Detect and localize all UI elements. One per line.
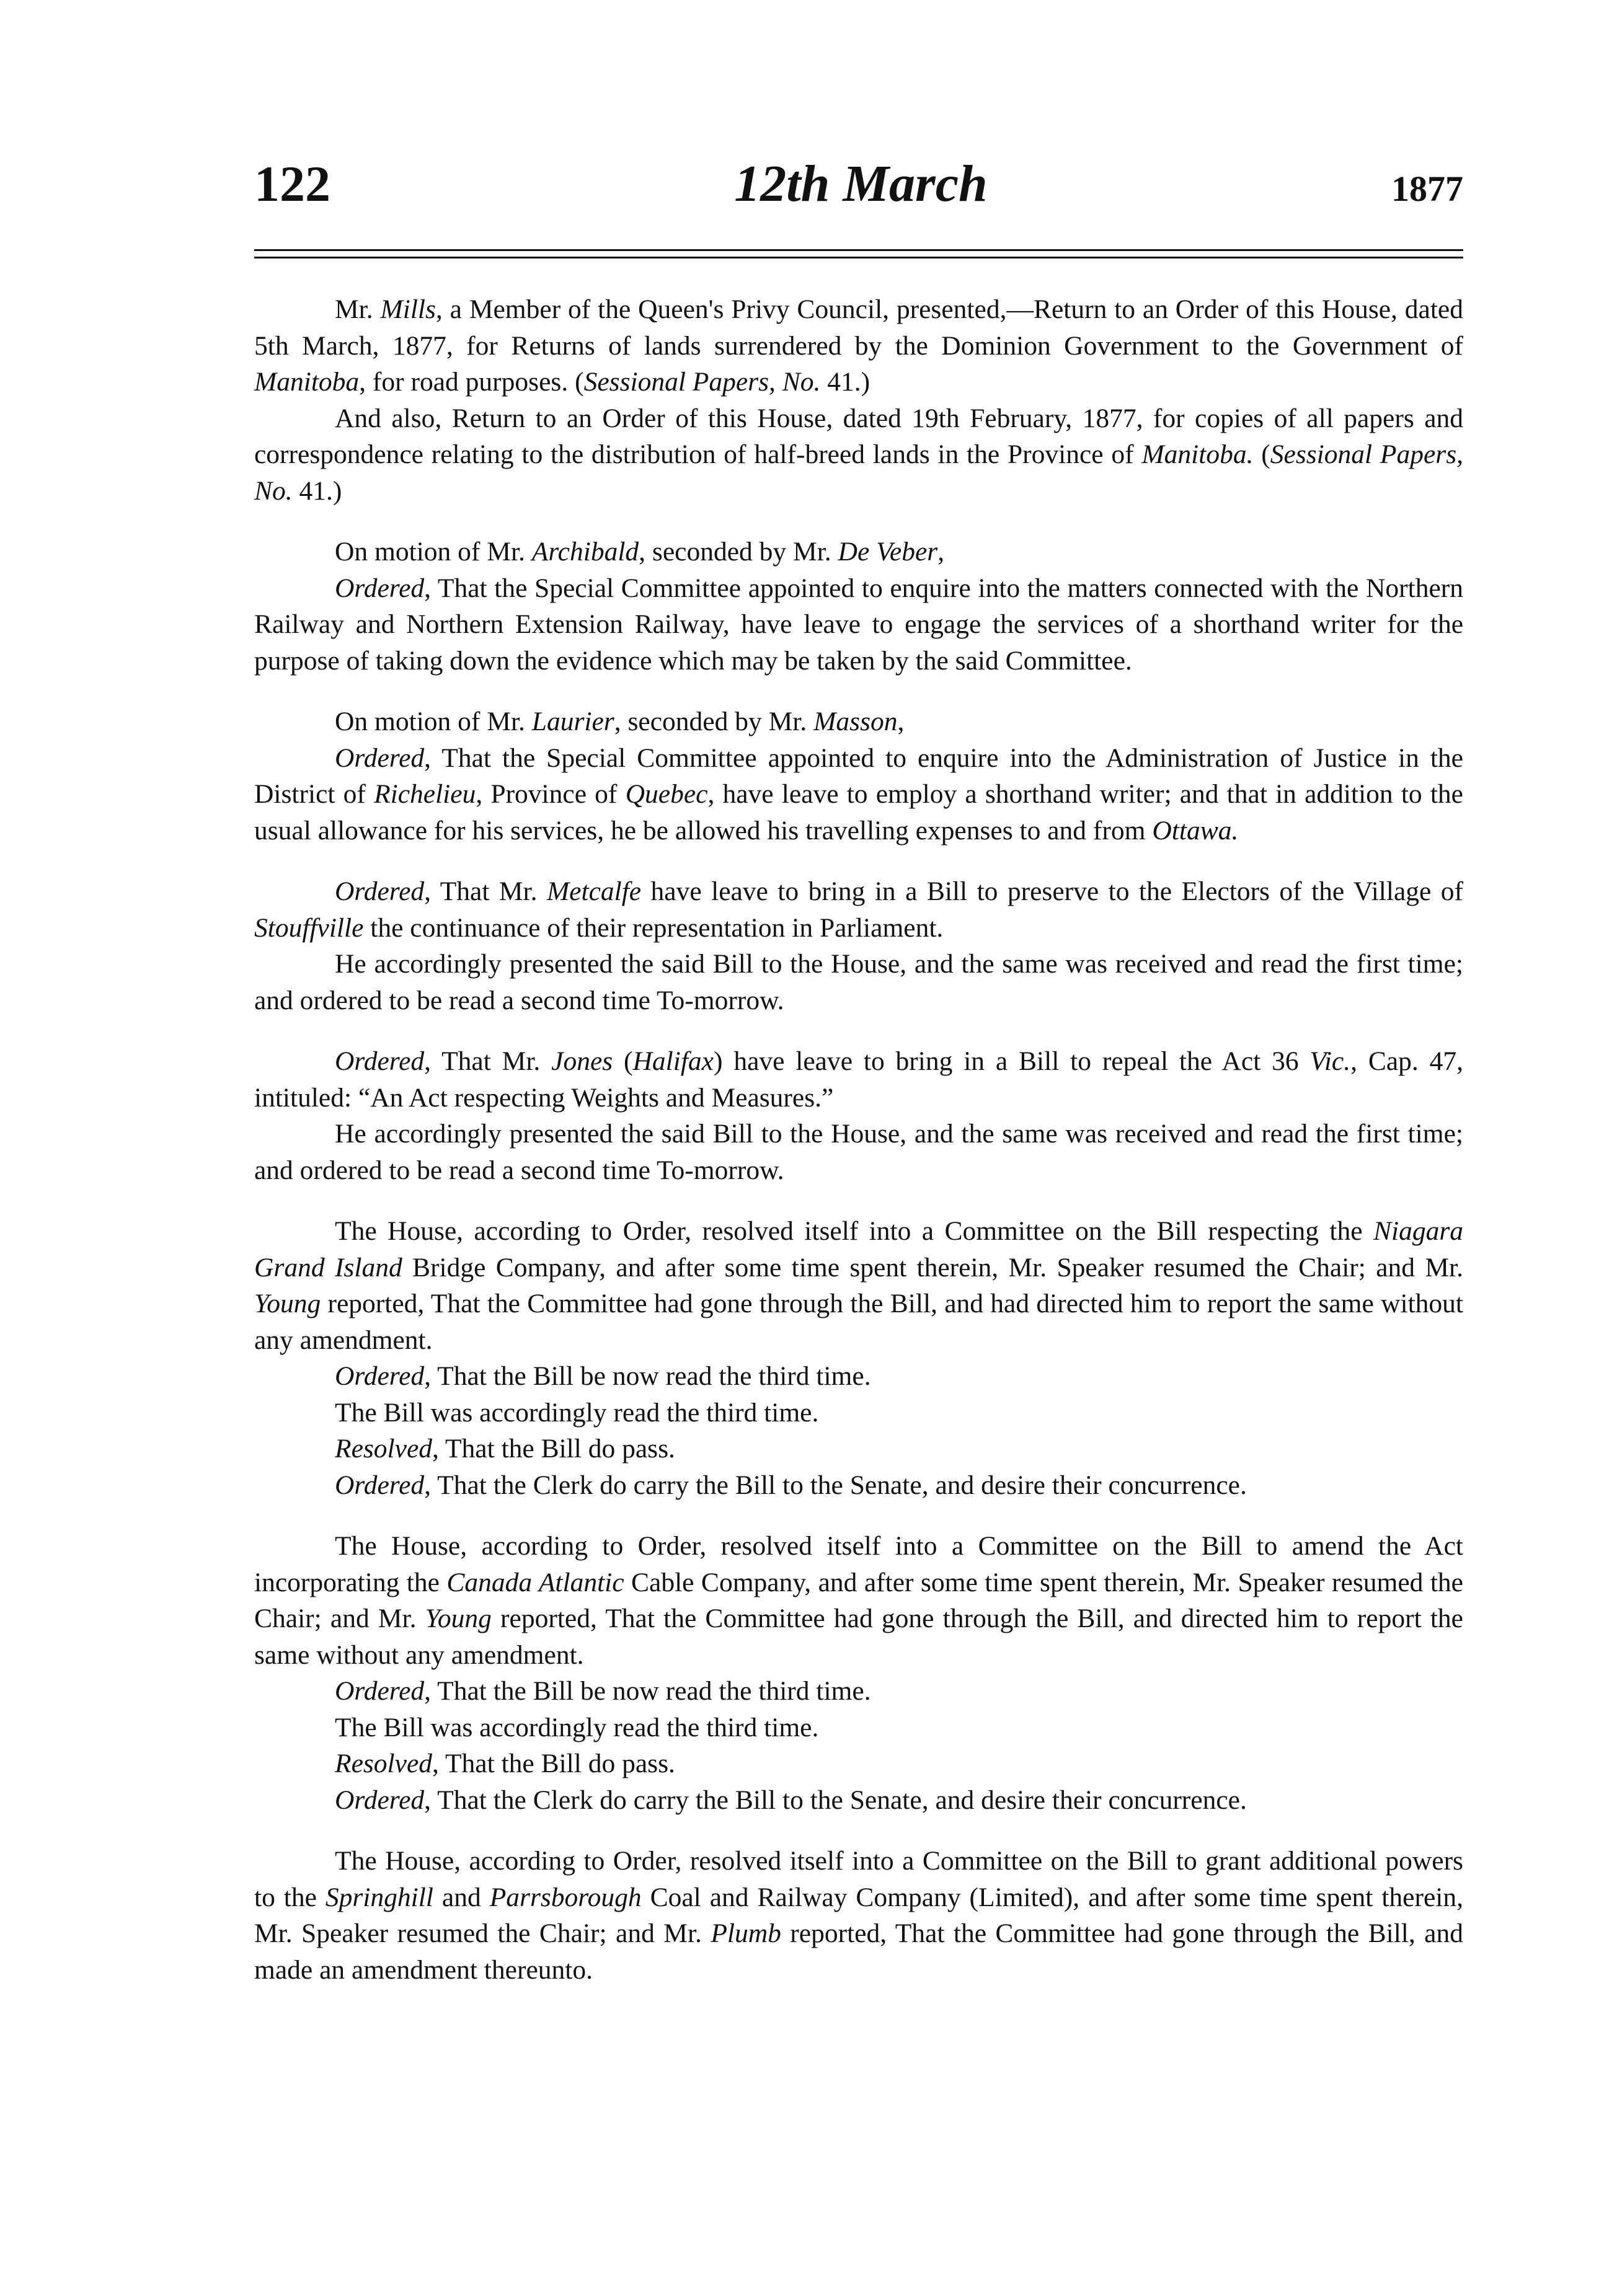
text-run: And also, Return to an Order of this House, dated 19th February, 1877, for copies of all papers and correspondence relating to the distribution of half-breed lands in the Province of [254,403,1463,469]
page-header [254,154,1463,222]
italic-text: Young [254,1289,321,1318]
text-run: , That Mr. [424,876,547,906]
text-run: the continuance of their representation in Parliament. [363,912,944,943]
italic-text: Plumb [711,1918,781,1948]
block-shorthand-northern-railway [254,534,1463,679]
text-run: The House, according to Order, resolved itself into a Committee on the Bill to grant additional powers to the [254,1846,1463,1912]
italic-text: Ordered [335,743,425,773]
text-run: and [433,1882,490,1912]
text-run: ( [613,1046,633,1076]
page-body [254,291,1463,2013]
text-run: The House, according to Order, resolved itself into a Committee on the Bill to amend the Act incorporating the [254,1531,1463,1597]
paragraph [254,1528,1463,1673]
text-run: , That the Bill be now read the third time. [424,1676,871,1706]
block-canada-atlantic-bill [254,1528,1463,1818]
paragraph [254,291,1463,400]
text-run: , That the Clerk do carry the Bill to the Senate, and desire their concurrence. [424,1470,1247,1500]
paragraph [254,1673,1463,1710]
italic-text: Ordered [335,573,425,603]
italic-text: Niagara Grand Island [254,1216,1463,1283]
text-run: have leave to bring in a Bill to preserve to the Electors of the Village of [641,876,1463,906]
text-run: 41.) [820,367,871,397]
text-run: , That the Special Committee appointed to enquire into the matters connected with the Northern Railway and Northern Extension Railway, have leave to engage the services of a shorthand writer for the purpose of taking down the evidence which may be taken by the said Committee. [254,573,1463,676]
text-run: , That the Clerk do carry the Bill to the Senate, and desire their concurrence. [424,1785,1247,1815]
italic-text: Sessional Papers, No. [254,439,1463,506]
text-run: The House, according to Order, resolved itself into a Committee on the Bill respecting the [335,1216,1373,1246]
text-run: He accordingly presented the said Bill to the House, and the same was received and read the first time; and ordered to be read a second time To-morrow. [254,949,1463,1015]
text-run: 41.) [292,475,342,506]
text-run: , have leave to employ a shorthand writer; and that in addition to the usual allowance for his services, he be allowed his travelling expenses to and from [254,779,1463,846]
paragraph [254,1043,1463,1116]
text-run: On motion of Mr. [335,707,532,736]
text-run: , Cap. 47, intituled: “An Act respecting Weights and Measures.” [254,1046,1463,1113]
header-rule-top [254,249,1463,251]
text-run: reported, That the Committee had gone through the Bill, and made an amendment thereunto. [254,1918,1463,1985]
italic-text: Halifax [632,1046,714,1076]
text-run: , That the Bill do pass. [432,1749,675,1778]
page-number: 122 [254,156,330,212]
header-rule-bottom [254,257,1463,258]
text-run: , [897,707,905,736]
italic-text: Masson [813,707,898,736]
text-run: , That the Bill be now read the third time. [424,1361,871,1391]
italic-text: Stouffville [254,912,364,943]
italic-text: Vic. [1309,1046,1351,1076]
italic-text: Archibald [531,537,639,567]
text-run: , That Mr. [424,1046,552,1076]
italic-text: Ordered [335,876,425,906]
italic-text: Ottawa. [1152,815,1239,846]
text-run: , seconded by Mr. [639,537,838,567]
block-sessional-papers [254,291,1463,509]
paragraph [254,1782,1463,1819]
paragraph [254,946,1463,1018]
paragraph [254,400,1463,510]
text-run: Bridge Company, and after some time spent therein, Mr. Speaker resumed the Chair; and Mr. [402,1252,1464,1283]
paragraph [254,740,1463,849]
page-year: 1877 [1391,169,1463,209]
italic-text: Canada Atlantic [446,1567,624,1597]
text-run: On motion of Mr. [335,537,532,567]
text-run: reported, That the Committee had gone through the Bill, and directed him to report the same without any amendment. [254,1604,1463,1670]
block-springhill-bill [254,1843,1463,1988]
italic-text: Parrsborough [489,1882,642,1912]
italic-text: Ordered [335,1676,425,1706]
italic-text: Mills [380,294,436,324]
italic-text: Resolved [335,1434,433,1464]
paragraph [254,1213,1463,1358]
text-run: , [937,537,945,567]
italic-text: Ordered [335,1785,425,1815]
italic-text: Ordered [335,1361,425,1391]
italic-text: Laurier [531,707,614,736]
paragraph [254,534,1463,570]
paragraph [254,1710,1463,1746]
italic-text: Springhill [325,1882,433,1912]
text-run: reported, That the Committee had gone through the Bill, and had directed him to report the same without any amendment. [254,1289,1463,1355]
text-run: , Province of [476,779,626,809]
text-run: The Bill was accordingly read the third time. [335,1712,819,1742]
italic-text: Resolved [335,1749,433,1778]
italic-text: Manitoba. [1141,439,1254,469]
text-run: , seconded by Mr. [614,707,814,736]
text-run: ) have leave to bring in a Bill to repeal the Act 36 [714,1046,1310,1076]
text-run: He accordingly presented the said Bill to the House, and the same was received and read the first time; and ordered to be read a second time To-morrow. [254,1119,1463,1185]
paragraph [254,1395,1463,1431]
italic-text: Sessional Papers, No. [583,367,821,397]
page-date: 12th March [734,155,988,213]
paragraph [254,704,1463,740]
italic-text: Jones [551,1046,613,1076]
italic-text: Richelieu [374,779,476,809]
text-run: ( [1253,439,1270,469]
italic-text: Quebec [625,779,708,809]
text-run: , That the Bill do pass. [432,1434,675,1464]
italic-text: Ordered [335,1470,425,1500]
text-run: , a Member of the Queen's Privy Council, presented,—Return to an Order of this House, dated 5th March, 1877, for Returns of lands surrendered by the Dominion Government to the Government of [254,294,1463,361]
italic-text: Metcalfe [546,876,642,906]
block-weights-measures-bill [254,1043,1463,1188]
italic-text: Manitoba [254,367,360,397]
text-run: Cable Company, and after some time spent therein, Mr. Speaker resumed the Chair; and Mr. [254,1567,1463,1633]
paragraph [254,570,1463,679]
paragraph [254,1746,1463,1782]
paragraph [254,1358,1463,1395]
paragraph [254,1116,1463,1188]
italic-text: De Veber [838,537,938,567]
text-run: Mr. [335,294,381,324]
italic-text: Young [425,1604,492,1633]
block-stouffville-bill [254,873,1463,1018]
text-run: The Bill was accordingly read the third time. [335,1397,819,1428]
italic-text: Ordered [335,1046,425,1076]
text-run: , That the Special Committee appointed to enquire into the Administration of Justice in the District of [254,743,1463,809]
paragraph [254,1843,1463,1988]
paragraph [254,873,1463,946]
text-run: Coal and Railway Company (Limited), and after some time spent therein, Mr. Speaker resumed the Chair; and Mr. [254,1882,1463,1948]
block-niagara-bridge-bill [254,1213,1463,1503]
text-run: , for road purposes. ( [359,367,584,397]
block-shorthand-richelieu [254,704,1463,849]
paragraph [254,1467,1463,1504]
paragraph [254,1431,1463,1467]
